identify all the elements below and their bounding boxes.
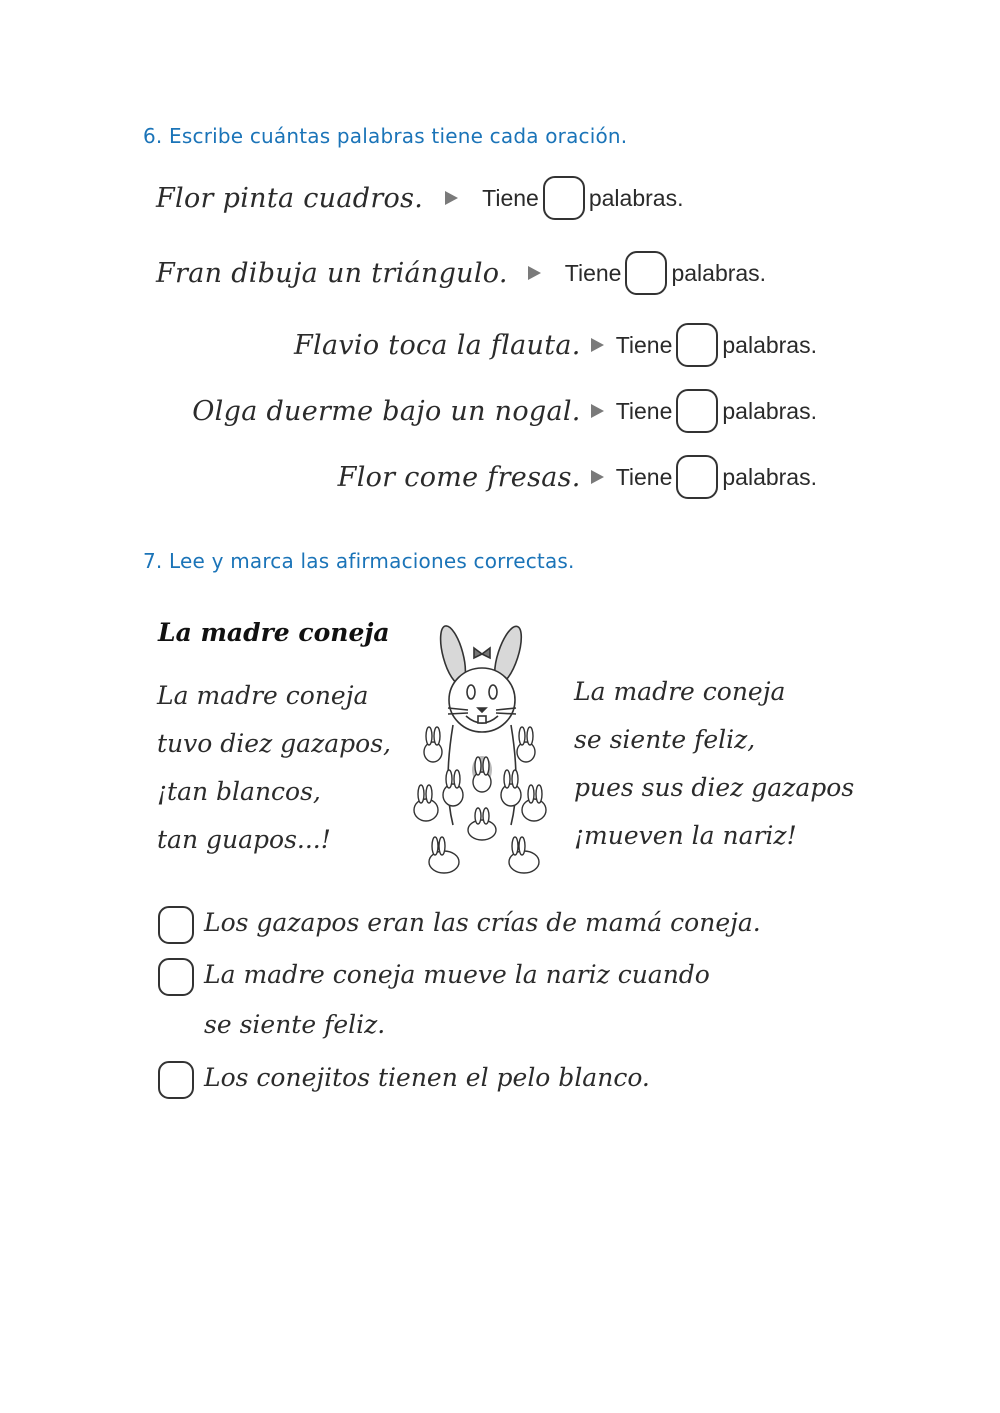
poem-line: La madre coneja	[574, 677, 786, 706]
poem-line: La madre coneja	[157, 681, 369, 710]
tiene-label: Tiene	[564, 259, 622, 286]
sentence-row-5	[338, 457, 817, 497]
sentence-row-1	[156, 178, 683, 218]
play-arrow-icon	[591, 338, 604, 352]
play-arrow-icon	[591, 404, 604, 418]
statement-text-continuation: se siente feliz.	[204, 1010, 386, 1039]
statement-checkbox[interactable]	[158, 1061, 194, 1099]
sentence-text: Fran dibuja un triángulo.	[156, 257, 508, 289]
rabbit-family-illustration	[408, 620, 558, 882]
sentence-row-4	[192, 391, 817, 431]
palabras-label: palabras.	[722, 397, 817, 424]
tiene-label: Tiene	[615, 397, 673, 424]
palabras-label: palabras.	[722, 331, 817, 358]
poem-line: pues sus diez gazapos	[574, 773, 855, 802]
sentence-text: Olga duerme bajo un nogal.	[192, 395, 581, 427]
word-count-input[interactable]	[676, 323, 718, 367]
sentence-text: Flor pinta cuadros.	[156, 182, 424, 214]
statement-text: Los conejitos tienen el pelo blanco.	[204, 1063, 650, 1092]
palabras-label: palabras.	[671, 259, 767, 286]
play-arrow-icon	[445, 191, 458, 205]
word-count-input[interactable]	[676, 389, 718, 433]
poem-title: La madre coneja	[158, 618, 390, 647]
play-arrow-icon	[528, 266, 541, 280]
word-count-input[interactable]	[676, 455, 718, 499]
tiene-label: Tiene	[615, 463, 673, 490]
poem-left-stanza	[157, 672, 391, 864]
poem-line: se siente feliz,	[574, 725, 756, 754]
palabras-label: palabras.	[722, 463, 817, 490]
statement-checkbox[interactable]	[158, 906, 194, 944]
statement-3	[158, 1061, 650, 1103]
exercise-7-heading: 7. Lee y marca las afirmaciones correctas.	[143, 549, 575, 573]
statement-checkbox[interactable]	[158, 958, 194, 996]
word-count-input[interactable]	[625, 251, 667, 295]
poem-line: ¡tan blancos,	[157, 777, 321, 806]
statement-1	[158, 906, 761, 948]
sentence-row-3	[294, 325, 817, 365]
poem-line: ¡mueven la nariz!	[574, 821, 797, 850]
word-count-input[interactable]	[543, 176, 585, 220]
play-arrow-icon	[591, 470, 604, 484]
sentence-text: Flor come fresas.	[337, 461, 581, 493]
tiene-label: Tiene	[615, 331, 673, 358]
exercise-6-heading: 6. Escribe cuántas palabras tiene cada oración.	[143, 124, 628, 148]
statement-2	[158, 958, 710, 1050]
sentence-text: Flavio toca la flauta.	[294, 329, 581, 361]
poem-line: tan guapos...!	[157, 825, 331, 854]
statement-text: Los gazapos eran las crías de mamá coneja.	[204, 908, 761, 937]
statement-text-block	[204, 958, 710, 1050]
tiene-label: Tiene	[482, 184, 539, 211]
poem-line: tuvo diez gazapos,	[157, 729, 391, 758]
poem-right-stanza	[574, 668, 854, 860]
sentence-row-2	[156, 253, 766, 293]
palabras-label: palabras.	[588, 184, 684, 211]
statement-text: La madre coneja mueve la nariz cuando	[204, 960, 710, 989]
